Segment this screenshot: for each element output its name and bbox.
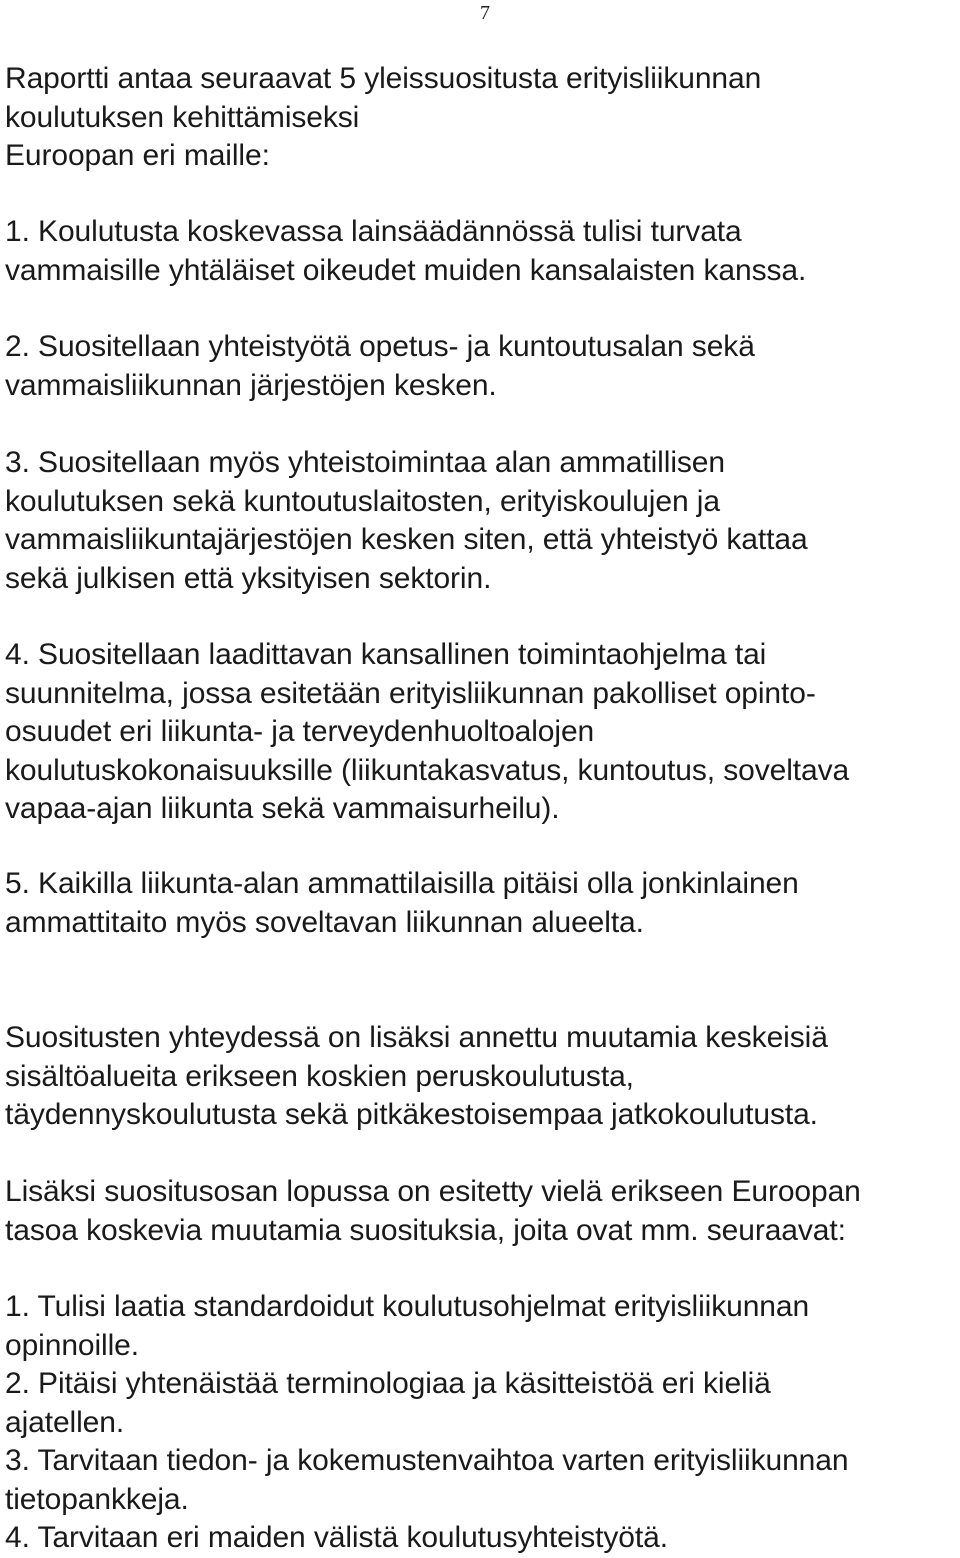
text-line: 2. Suositellaan yhteistyötä opetus- ja kuntoutusalan sekä [5,330,755,363]
text-line: vammaisliikunnan järjestöjen kesken. [5,368,497,402]
text-line: koulutuksen kehittämiseksi [5,100,360,134]
recommendation-1 [5,213,960,290]
text-line: ammattitaito myös soveltavan liikunnan alueelta. [5,905,644,939]
content-areas-paragraph [5,1019,960,1135]
text-line: sekä julkisen että yksityisen sektorin. [5,561,492,595]
recommendation-3 [5,444,960,598]
text-line: 4. Tarvitaan eri maiden välistä koulutusyhteistyötä. [5,1521,668,1554]
text-line: koulutuskokonaisuuksille (liikuntakasvatus, kuntoutus, soveltava [5,753,850,787]
european-recommendations-list [5,1288,960,1558]
recommendation-2 [5,328,960,405]
text-line: 3. Suositellaan myös yhteistoimintaa alan ammatillisen [5,446,725,479]
text-line: vapaa-ajan liikunta sekä vammaisurheilu). [5,792,560,825]
text-line: tietopankkeja. [5,1482,189,1516]
intro-paragraph [5,60,960,176]
text-line: suunnitelma, jossa esitetään erityisliikunnan pakolliset opinto- [5,676,816,710]
text-line: koulutuksen sekä kuntoutuslaitosten, erityiskoulujen ja [5,484,720,518]
text-line: 2. Pitäisi yhtenäistää terminologiaa ja käsitteistöä eri kieliä [5,1367,771,1400]
text-line: Lisäksi suositusosan lopussa on esitetty vielä erikseen Euroopan [5,1175,861,1208]
text-line: Suositusten yhteydessä on lisäksi annettu muutamia keskeisiä [5,1021,828,1054]
text-line: osuudet eri liikunta- ja terveydenhuoltoalojen [5,715,595,748]
european-level-paragraph [5,1173,960,1250]
recommendation-5 [5,865,960,942]
text-line: täydennyskoulutusta sekä pitkäkestoisempaa jatkokoulutusta. [5,1098,818,1131]
page-number: 7 [480,2,490,24]
text-line: sisältöalueita erikseen koskien peruskoulutusta, [5,1059,634,1093]
text-line: vammaisille yhtäläiset oikeudet muiden kansalaisten kanssa. [5,253,807,287]
text-line: 4. Suositellaan laadittavan kansallinen toimintaohjelma tai [5,638,767,671]
text-line: 3. Tarvitaan tiedon- ja kokemustenvaihtoa varten erityisliikunnan [5,1444,849,1477]
text-line: Euroopan eri maille: [5,139,270,172]
text-line: tasoa koskevia muutamia suosituksia, joita ovat mm. seuraavat: [5,1213,846,1247]
text-line: 5. Kaikilla liikunta-alan ammattilaisilla pitäisi olla jonkinlainen [5,867,799,900]
text-line: Raportti antaa seuraavat 5 yleissuositusta erityisliikunnan [5,62,762,95]
text-line: opinnoille. [5,1328,140,1362]
recommendation-4 [5,636,960,829]
text-line: ajatellen. [5,1405,125,1439]
text-line: 1. Koulutusta koskevassa lainsäädännössä tulisi turvata [5,215,742,248]
text-line: vammaisliikuntajärjestöjen kesken siten, että yhteistyö kattaa [5,523,808,556]
text-line: 1. Tulisi laatia standardoidut koulutusohjelmat erityisliikunnan [5,1290,810,1323]
